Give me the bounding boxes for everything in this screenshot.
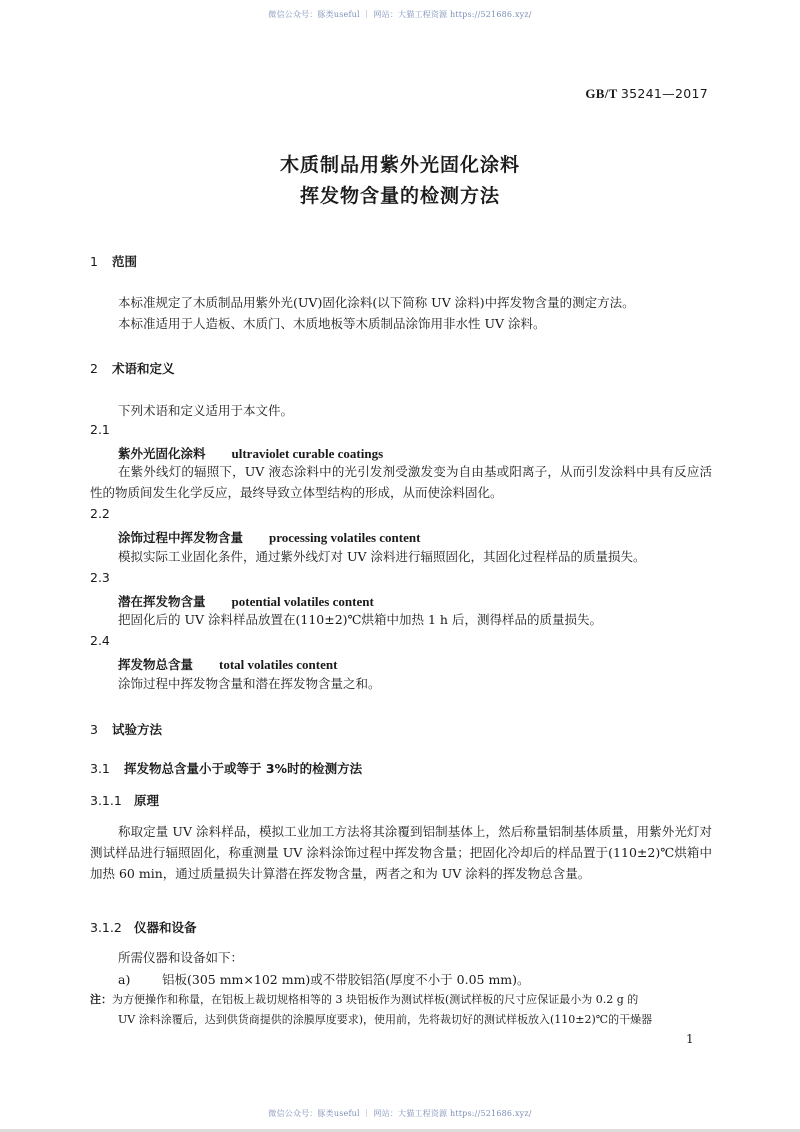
section-2-heading: 2 术语和定义 [90,361,175,376]
section-3-1-1-heading: 3.1.1 原理 [90,793,160,808]
term-2-3-definition: 把固化后的 UV 涂料样品放置在(110±2)℃烘箱中加热 1 h 后，测得样品的质量损失。 [118,612,602,627]
term-2-2-definition: 模拟实际工业固化条件，通过紫外线灯对 UV 涂料进行辐照固化，其固化过程样品的质量损失。 [118,549,646,564]
section-1-heading: 1 范围 [90,254,138,269]
page-number: 1 [686,1032,694,1046]
term-2-1-definition: 在紫外线灯的辐照下，UV 液态涂料中的光引发剂受激发变为自由基或阳离子，从而引发涂料中具有反应活性的物质间发生化学反应，最终导致立体型结构的形成，从而使涂料固化。 [90,464,712,500]
term-2-1: 紫外光固化涂料 ultraviolet curable coatings [118,446,384,461]
section-1-paragraph-1: 本标准规定了木质制品用紫外光(UV)固化涂料(以下简称 UV 涂料)中挥发物含量的测定方法。 [118,295,635,310]
standard-number: 35241—2017 [620,86,708,101]
term-2-2: 涂饰过程中挥发物含量 processing volatiles content [118,530,421,545]
document-title-line-2: 挥发物含量的检测方法 [299,185,500,207]
equipment-item-a: a) 铝板(305 mm×102 mm)或不带胶铝箔(厚度不小于 0.05 mm)。 [118,972,530,987]
section-2-intro: 下列术语和定义适用于本文件。 [118,403,294,418]
term-2-4: 挥发物总含量 total volatiles content [118,657,338,672]
section-1-paragraph-2: 本标准适用于人造板、木质门、木质地板等木质制品涂饰用非水性 UV 涂料。 [118,316,546,331]
term-2-2-number: 2.2 [90,506,110,521]
term-2-3: 潜在挥发物含量 potential volatiles content [118,594,374,609]
equipment-note: 注：为方便操作和称量，在铝板上裁切规格相等的 3 块铝板作为测试样板(测试样板的尺寸应保证最小为 0.2 g 的 UV 涂料涂覆后，达到供货商提供的涂膜厚度要求)，使用前，先将裁切好的测试样板放入(110±2)℃的干燥器 [90,993,653,1026]
standard-prefix: GB/T [585,86,618,101]
document-title-line-1: 木质制品用紫外光固化涂料 [279,154,520,176]
watermark-top: 微信公众号：豚类useful ｜ 网站：大猫工程资源 https://521686.xyz/ [268,10,532,19]
term-2-1-number: 2.1 [90,422,110,437]
watermark-bottom: 微信公众号：豚类useful ｜ 网站：大猫工程资源 https://521686.xyz/ [268,1109,532,1118]
section-3-1-heading: 3.1 挥发物总含量小于或等于 3%时的检测方法 [90,761,363,776]
term-2-3-number: 2.3 [90,570,110,585]
standard-code [585,86,708,102]
section-3-1-2-intro: 所需仪器和设备如下： [118,950,244,965]
term-2-4-number: 2.4 [90,633,110,648]
section-3-1-1-paragraph: 称取定量 UV 涂料样品，模拟工业加工方法将其涂覆到铝制基体上，然后称量铝制基体质量，用紫外光灯对测试样品进行辐照固化，称重测量 UV 涂料涂饰过程中挥发物含量；把固化冷却后的样品置于(110±2)℃烘箱中加热 60 min，通过质量损失计算潜在挥发物含量，两者之和为 UV 涂料的挥发物总含量。 [90,824,712,881]
section-3-heading: 3 试验方法 [90,722,163,737]
section-3-1-2-heading: 3.1.2 仪器和设备 [90,920,197,935]
term-2-4-definition: 涂饰过程中挥发物含量和潜在挥发物含量之和。 [118,676,381,691]
